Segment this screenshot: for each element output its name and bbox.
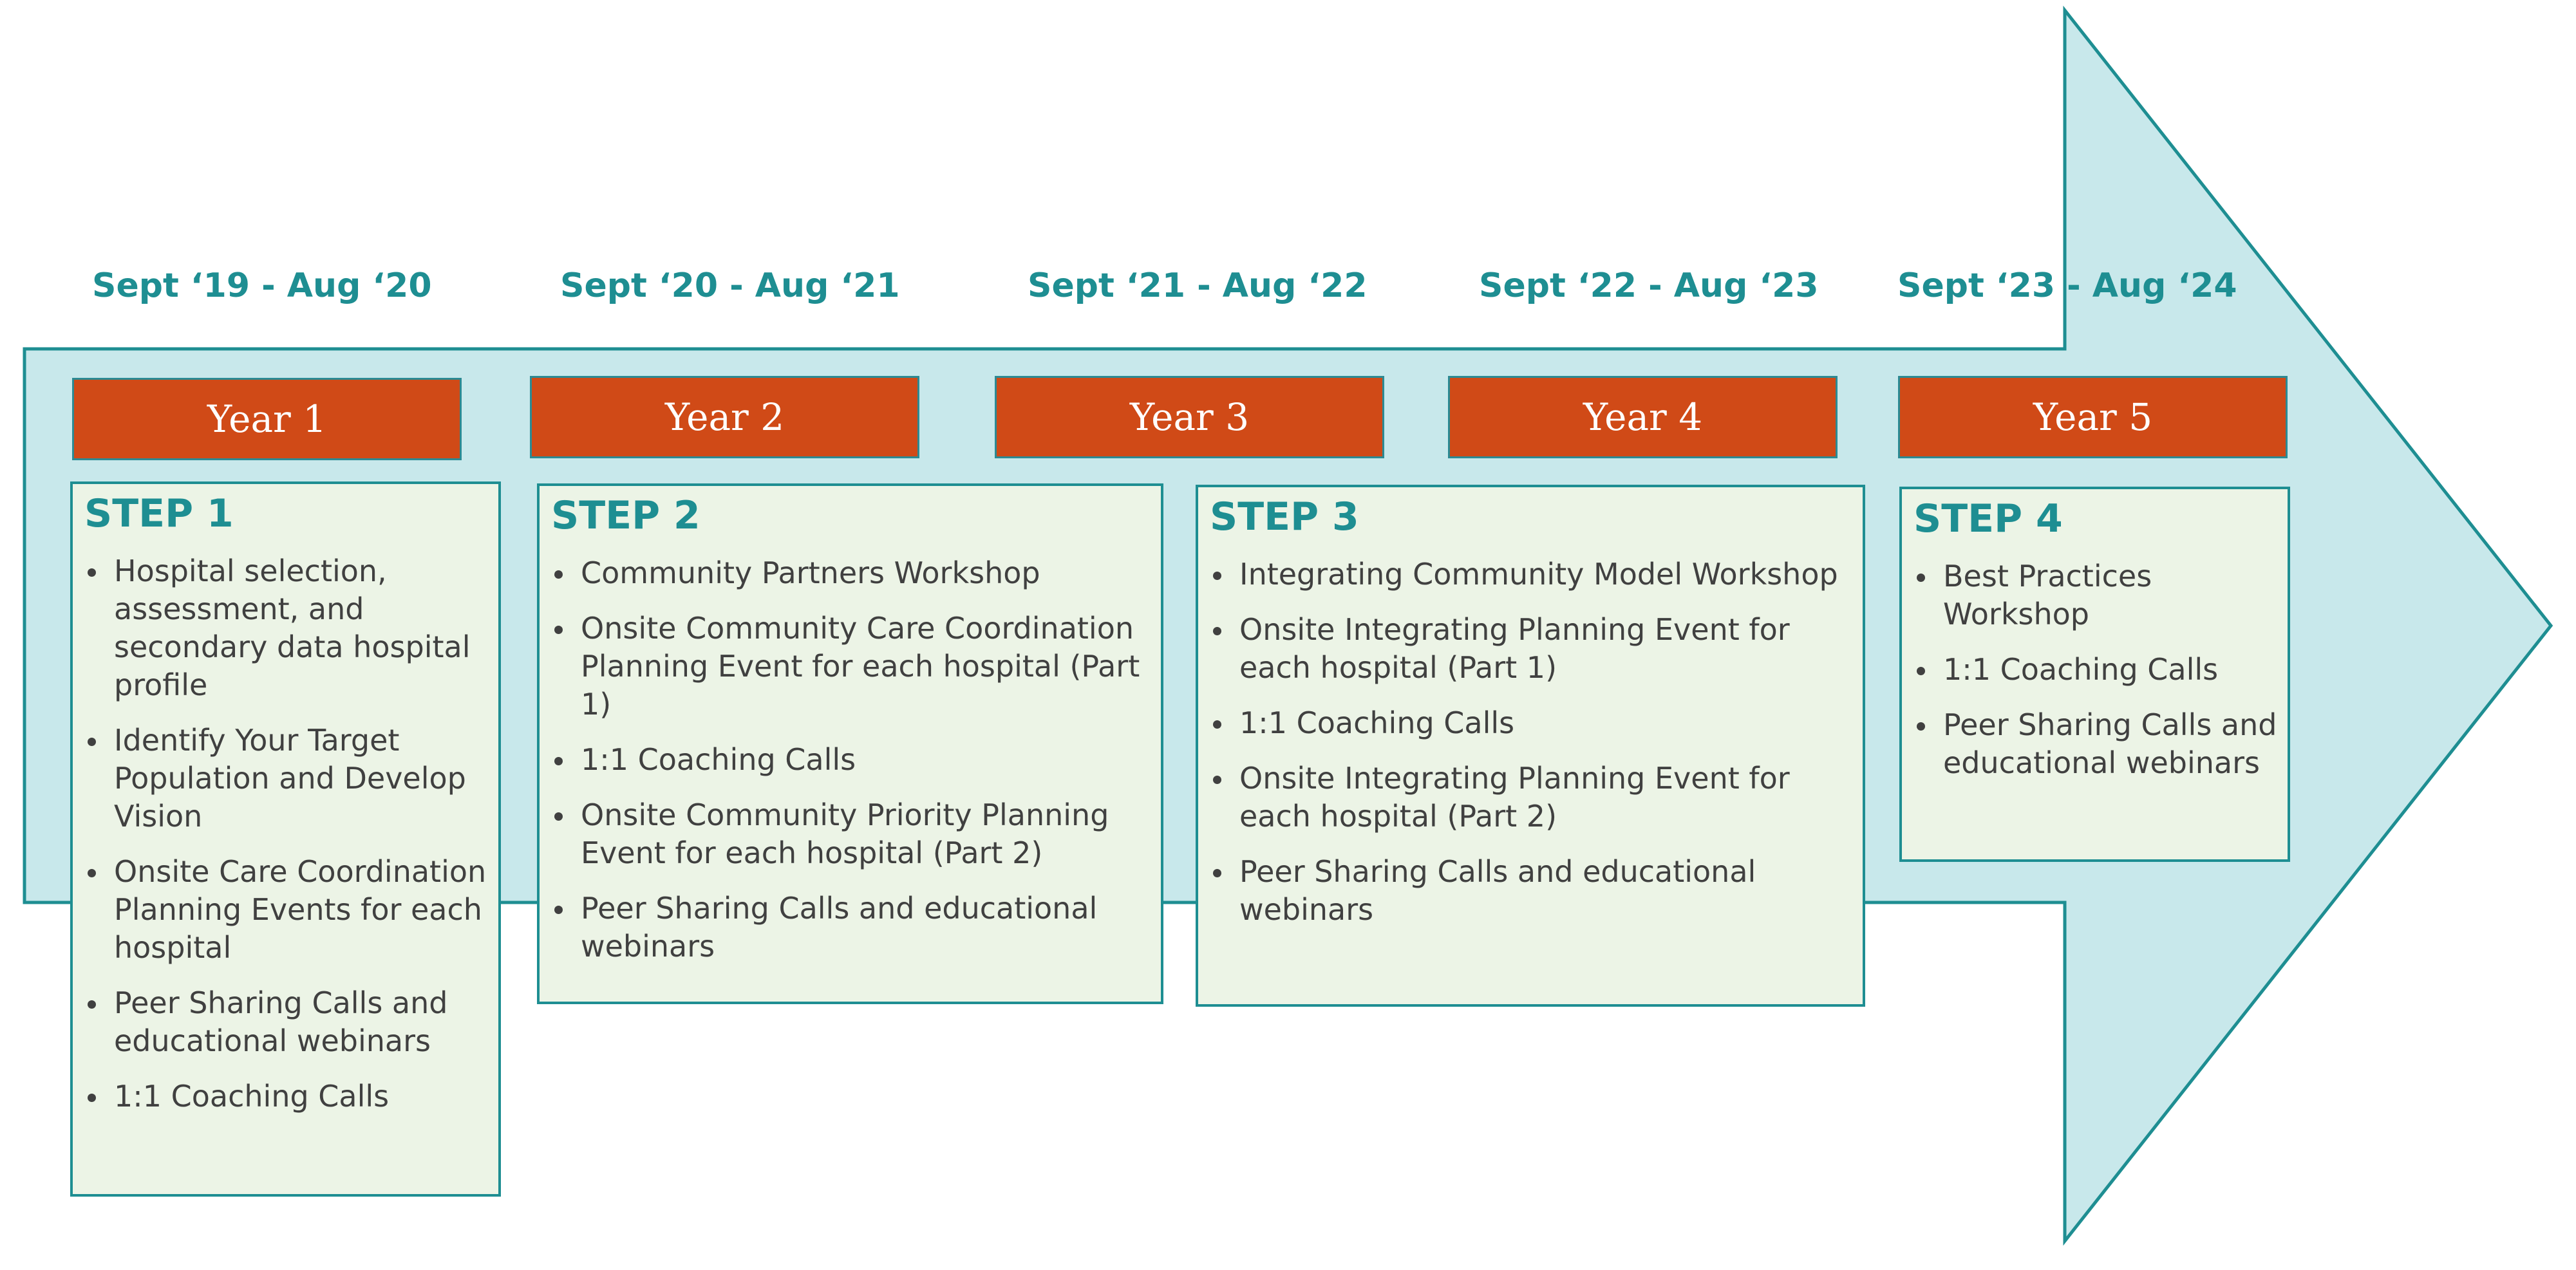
period-dates-2: Sept ‘20 - Aug ‘21 <box>560 266 900 305</box>
step-2-item: Onsite Community Care Coordination Planning Event for each hospital (Part 1) <box>551 610 1151 724</box>
step-3-item: Integrating Community Model Workshop <box>1210 556 1852 593</box>
period-dates-1: Sept ‘19 - Aug ‘20 <box>92 266 432 305</box>
year-box-3: Year 3 <box>995 376 1384 458</box>
period-dates-4: Sept ‘22 - Aug ‘23 <box>1479 266 1819 305</box>
step-4-title: STEP 4 <box>1913 496 2063 541</box>
step-1-item: Hospital selection, assessment, and secondary data hospital profile <box>84 552 488 704</box>
step-4-list <box>1913 557 2277 782</box>
step-2-list <box>551 554 1151 966</box>
step-3-item: 1:1 Coaching Calls <box>1210 704 1852 742</box>
step-2-box <box>537 483 1163 1004</box>
year-box-1: Year 1 <box>72 378 462 460</box>
step-2-item: 1:1 Coaching Calls <box>551 741 1151 779</box>
year-box-2: Year 2 <box>530 376 919 458</box>
step-4-box <box>1899 487 2290 862</box>
step-2-item: Peer Sharing Calls and educational webinars <box>551 890 1151 966</box>
step-3-box <box>1196 485 1865 1007</box>
step-3-list <box>1210 556 1852 929</box>
step-3-item: Onsite Integrating Planning Event for each hospital (Part 1) <box>1210 611 1852 687</box>
step-1-item: Identify Your Target Population and Develop Vision <box>84 722 488 836</box>
step-1-title: STEP 1 <box>84 491 234 536</box>
step-3-item: Onsite Integrating Planning Event for each hospital (Part 2) <box>1210 760 1852 836</box>
year-box-4: Year 4 <box>1448 376 1838 458</box>
period-dates-5: Sept ‘23 - Aug ‘24 <box>1897 266 2237 305</box>
step-2-item: Community Partners Workshop <box>551 554 1151 592</box>
step-2-item: Onsite Community Priority Planning Event for each hospital (Part 2) <box>551 796 1151 872</box>
step-3-title: STEP 3 <box>1210 494 1359 539</box>
step-1-item: 1:1 Coaching Calls <box>84 1078 488 1116</box>
step-4-item: Best Practices Workshop <box>1913 557 2277 633</box>
step-1-box <box>70 481 501 1197</box>
step-3-item: Peer Sharing Calls and educational webinars <box>1210 853 1852 929</box>
step-1-item: Onsite Care Coordination Planning Events for each hospital <box>84 853 488 967</box>
step-1-list <box>84 552 488 1116</box>
period-dates-3: Sept ‘21 - Aug ‘22 <box>1028 266 1368 305</box>
step-4-item: Peer Sharing Calls and educational webinars <box>1913 706 2277 782</box>
step-4-item: 1:1 Coaching Calls <box>1913 651 2277 689</box>
step-1-item: Peer Sharing Calls and educational webinars <box>84 984 488 1060</box>
step-2-title: STEP 2 <box>551 493 700 538</box>
year-box-5: Year 5 <box>1898 376 2288 458</box>
